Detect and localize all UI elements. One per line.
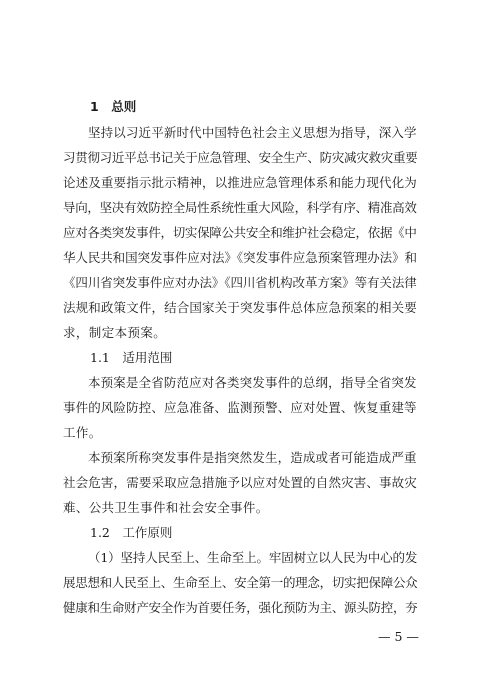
subsection-heading-text: 1.1 适用范围 xyxy=(90,350,173,365)
paragraph-line xyxy=(0,198,480,218)
paragraph-line xyxy=(0,223,480,243)
paragraph-text: 事件的风险防控、应急准备、监测预警、应对处置、恢复重建等 xyxy=(63,400,417,415)
paragraph-line xyxy=(0,248,480,268)
paragraph-line xyxy=(0,148,480,168)
paragraph-text: 华人民共和国突发事件应对法》《突发事件应急预案管理办法》和 xyxy=(63,250,417,265)
paragraph-text: （1）坚持人民至上、生命至上。牢固树立以人民为中心的发 xyxy=(88,550,418,565)
section-heading xyxy=(0,97,480,117)
paragraph-line xyxy=(0,273,480,293)
paragraph-line xyxy=(0,448,480,468)
page-number: — 5 — xyxy=(378,629,419,644)
paragraph-line xyxy=(0,123,480,143)
paragraph-text: 法规和政策文件，结合国家关于突发事件总体应急预案的相关要 xyxy=(63,300,417,315)
paragraph-text: 难、公共卫生事件和社会安全事件。 xyxy=(63,500,269,515)
paragraph-text: 应对各类突发事件，切实保障公共安全和维护社会稳定，依据《中 xyxy=(63,225,417,240)
paragraph-text: 论述及重要指示批示精神，以推进应急管理体系和能力现代化为 xyxy=(63,175,417,190)
paragraph-text: 展思想和人民至上、生命至上、安全第一的理念，切实把保障公众 xyxy=(63,575,418,590)
paragraph-text: 求，制定本预案。 xyxy=(63,325,167,340)
section-heading-text: 1 总则 xyxy=(90,99,137,114)
paragraph-line xyxy=(0,173,480,193)
paragraph-line xyxy=(0,498,480,518)
paragraph-line xyxy=(0,323,480,343)
paragraph-line xyxy=(0,573,480,593)
paragraph-line xyxy=(0,548,480,568)
paragraph-text: 坚持以习近平新时代中国特色社会主义思想为指导，深入学 xyxy=(88,125,417,140)
subsection-heading xyxy=(0,523,480,543)
paragraph-line xyxy=(0,598,480,618)
paragraph-line xyxy=(0,473,480,493)
subsection-heading-text: 1.2 工作原则 xyxy=(90,525,173,540)
paragraph-line xyxy=(0,423,480,443)
paragraph-text: 社会危害，需要采取应急措施予以应对处置的自然灾害、事故灾 xyxy=(63,475,417,490)
paragraph-text: 习贯彻习近平总书记关于应急管理、安全生产、防灾减灾救灾重要 xyxy=(63,150,418,165)
paragraph-text: 健康和生命财产安全作为首要任务，强化预防为主、源头防控，夯 xyxy=(63,600,418,615)
paragraph-line xyxy=(0,298,480,318)
paragraph-text: 《四川省突发事件应对办法》《四川省机构改革方案》等有关法律 xyxy=(63,275,417,290)
paragraph-text: 工作。 xyxy=(63,425,102,440)
subsection-heading xyxy=(0,348,480,368)
paragraph-text: 本预案所称突发事件是指突然发生，造成或者可能造成严重 xyxy=(88,450,417,465)
paragraph-text: 导向，坚决有效防控全局性系统性重大风险，科学有序、精准高效 xyxy=(63,200,417,215)
paragraph-line xyxy=(0,373,480,393)
paragraph-line xyxy=(0,398,480,418)
paragraph-text: 本预案是全省防范应对各类突发事件的总纲，指导全省突发 xyxy=(88,375,417,390)
